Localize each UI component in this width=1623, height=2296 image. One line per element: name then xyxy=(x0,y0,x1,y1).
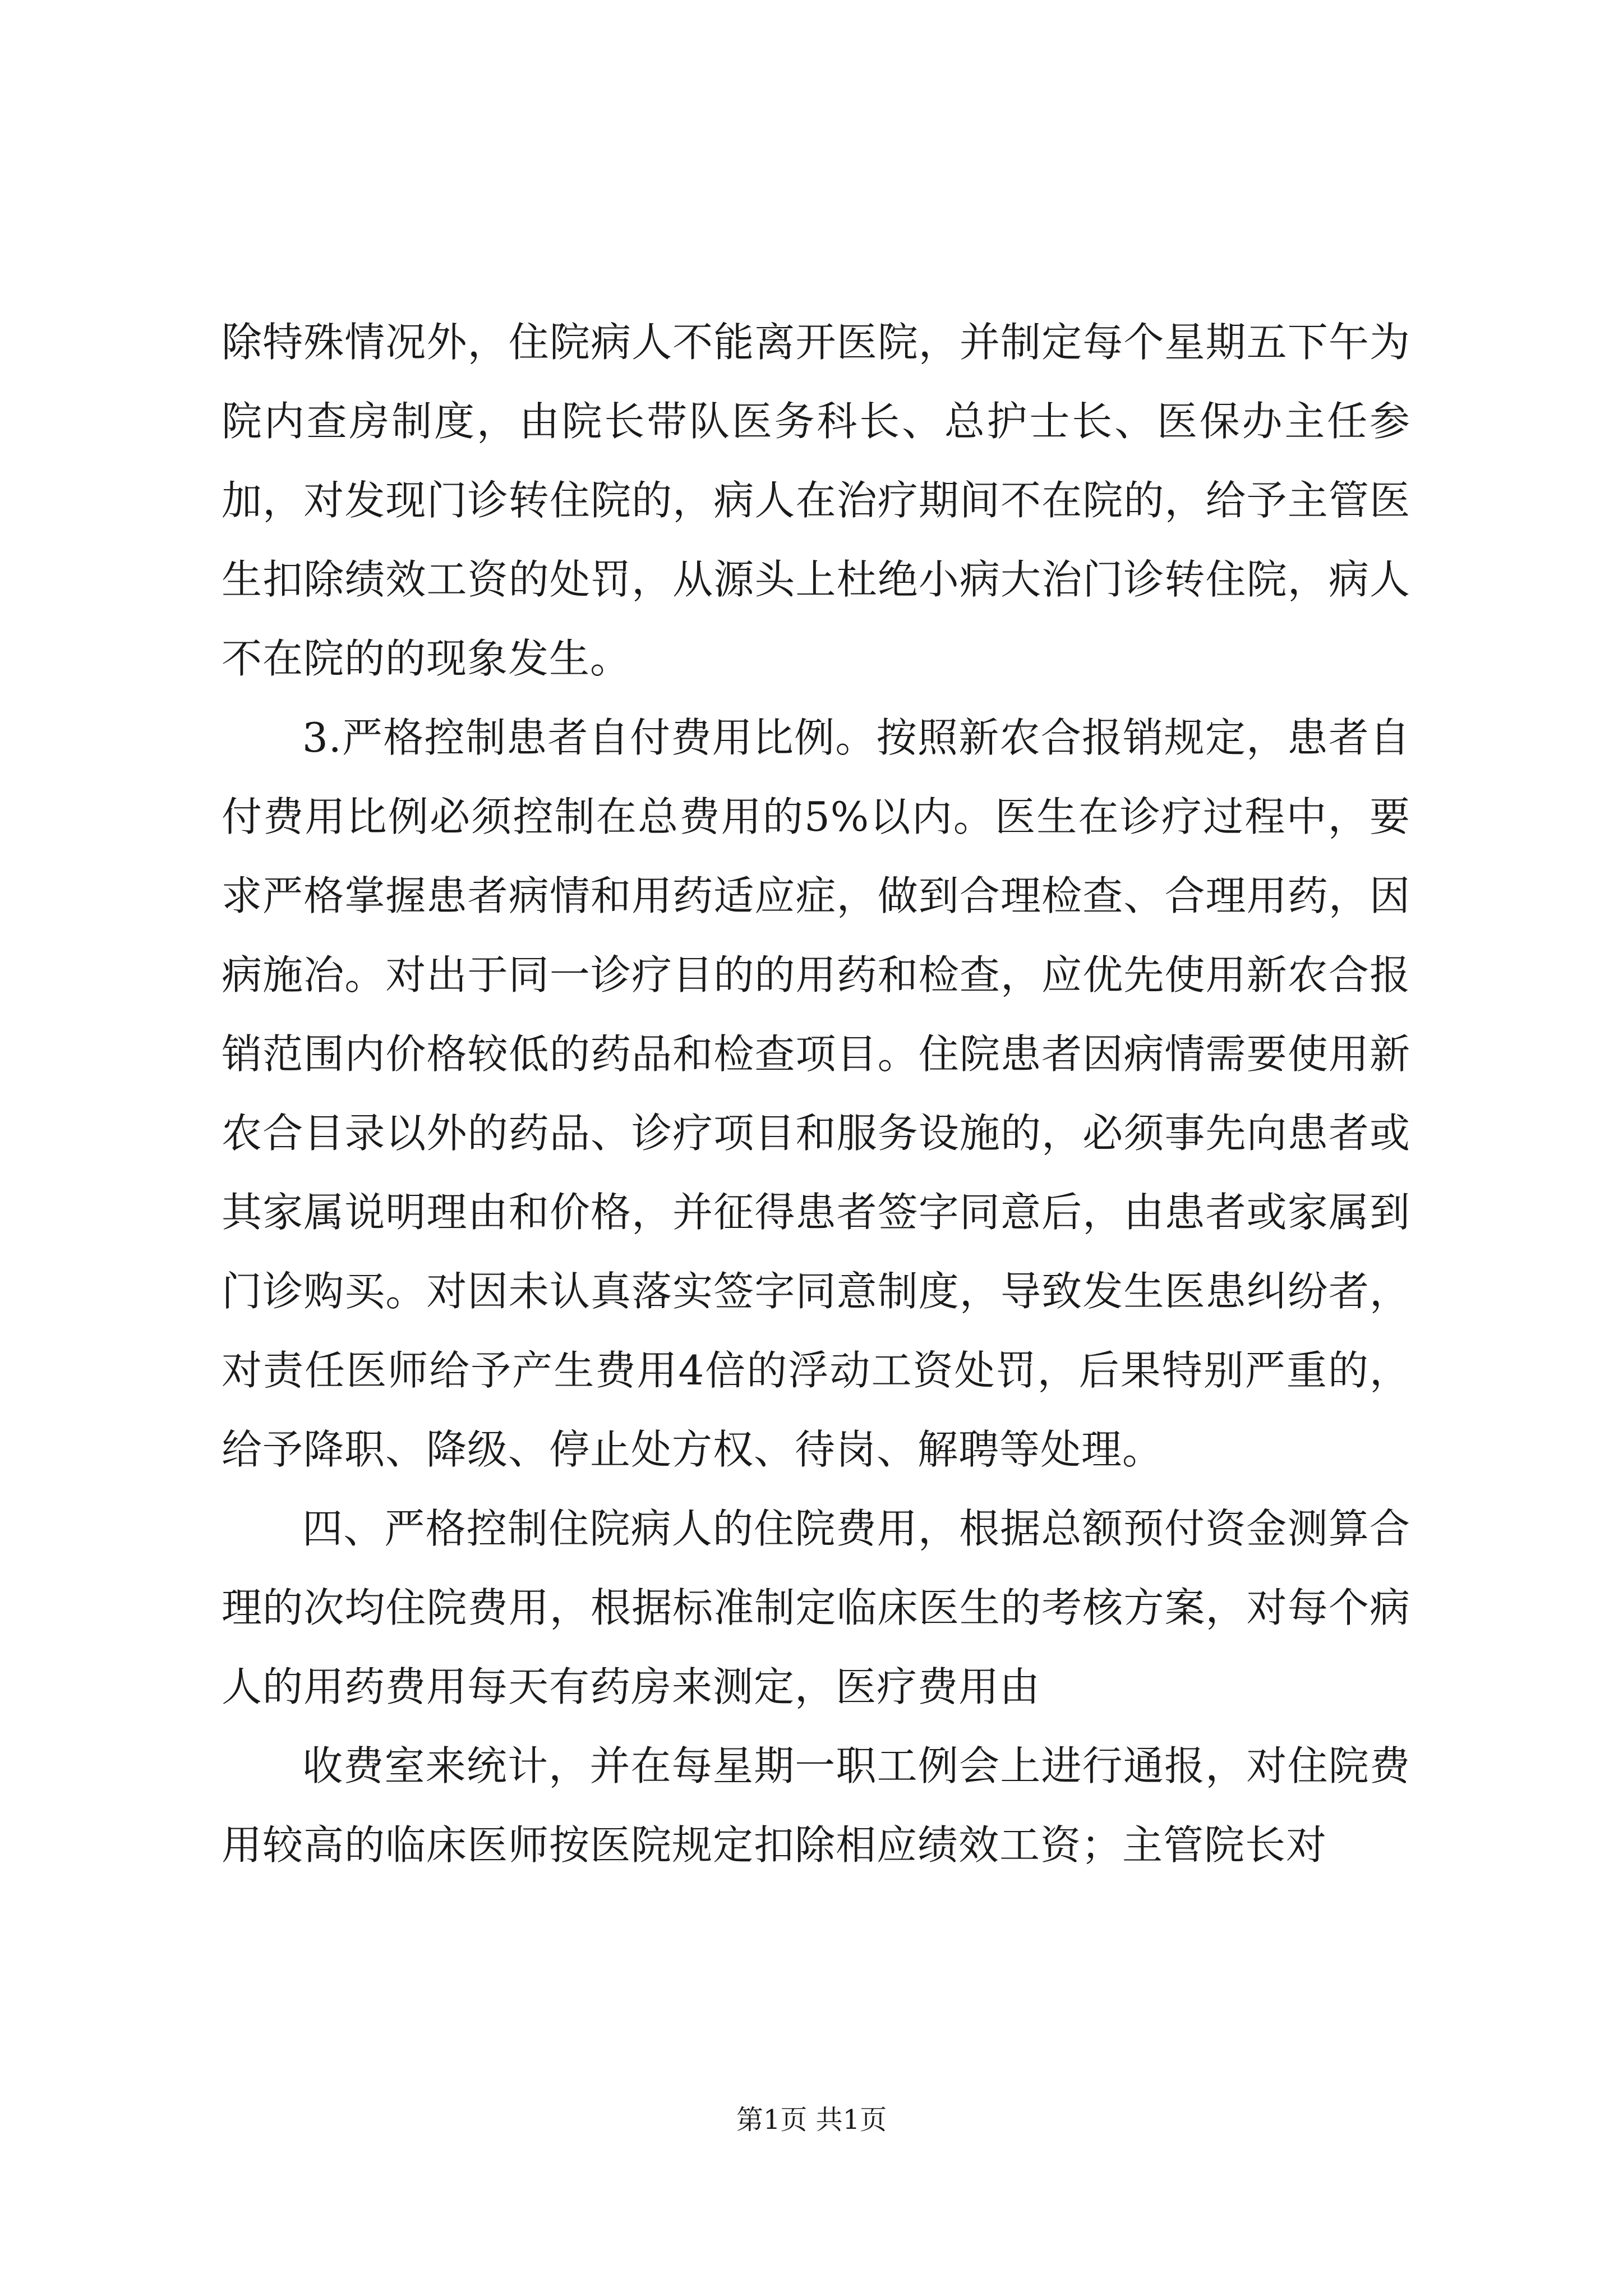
paragraph-1: 除特殊情况外，住院病人不能离开医院，并制定每个星期五下午为院内查房制度，由院长带队医务科长、总护士长、医保办主任参加，对发现门诊转住院的，病人在治疗期间不在院的，给予主管医生扣除绩效工资的处罚，从源头上杜绝小病大治门诊转住院，病人不在院的的现象发生。 xyxy=(222,319,1410,682)
page-footer: 第1页 共1页 xyxy=(736,2104,887,2136)
paragraph-2: 3.严格控制患者自付费用比例。按照新农合报销规定，患者自付费用比例必须控制在总费用的5%以内。医生在诊疗过程中，要求严格掌握患者病情和用药适应症，做到合理检查、合理用药，因病施冶。对出于同一诊疗目的的用药和检查，应优先使用新农合报销范围内价格较低的药品和检查项目。住院患者因病情需要使用新农合目录以外的药品、诊疗项目和服务设施的，必须事先向患者或其家属说明理由和价格，并征得患者签字同意后，由患者或家属到门诊购买。对因未认真落实签字同意制度，导致发生医患纠纷者，对责任医师给予产生费用4倍的浮动工资处罚，后果特别严重的，给予降职、降级、停止处方权、待岗、解聘等处理。 xyxy=(222,714,1410,1473)
paragraph-4: 收费室来统计，并在每星期一职工例会上进行通报，对住院费用较高的临床医师按医院规定扣除相应绩效工资；主管院长对 xyxy=(222,1742,1410,1869)
document-body xyxy=(222,303,1410,1885)
paragraph-3: 四、严格控制住院病人的住院费用，根据总额预付资金测算合理的次均住院费用，根据标准制定临床医生的考核方案，对每个病人的用药费用每天有药房来测定，医疗费用由 xyxy=(222,1505,1410,1710)
